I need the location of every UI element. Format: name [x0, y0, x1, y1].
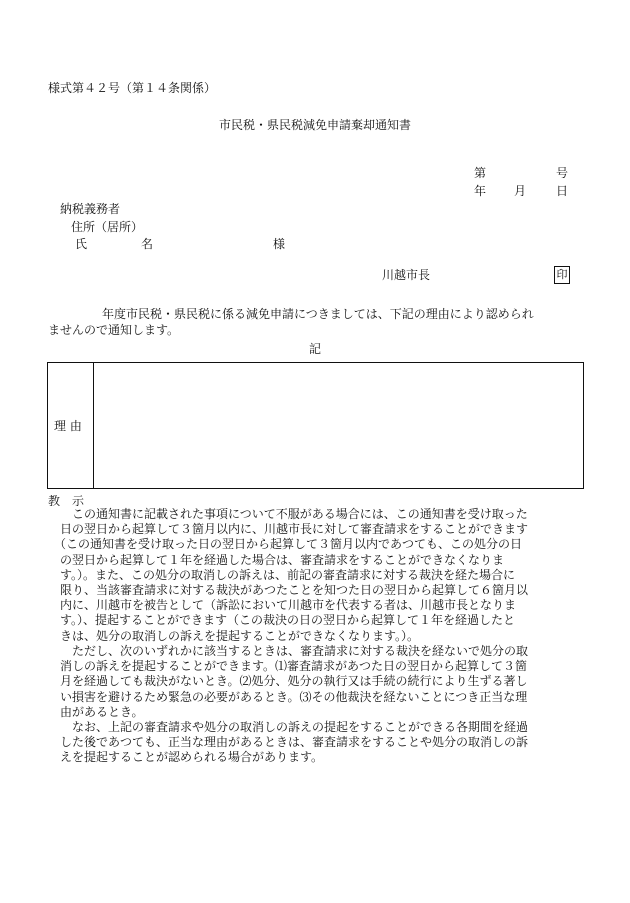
reason-box: [47, 362, 584, 489]
official-seal: 印: [554, 266, 570, 284]
reason-box-divider: [93, 363, 94, 488]
notice-paragraph-2: ただし、次のいずれかに該当するときは、審査請求に対する裁決を経ないで処分の取 消しの訴えを提起することができます。⑴審査請求があつた日の翌日から起算して３箇 月を経過しても裁決がないとき。⑵処分、処分の執行又は手続の続行により生ずる著し い損害を避けるため緊急の必要があるとき。⑶その他裁決を経ないことにつき正当な理 由があるとき。: [60, 644, 529, 719]
ki-heading: 記: [309, 342, 322, 356]
notice-paragraph-3: なお、上記の審査請求や処分の取消しの訴えの提起をすることができる各期間を経過 した後であつても、正当な理由があるときは、審査請求をすることや処分の取消しの訴 えを提起することが認められる場合があります。: [60, 720, 529, 765]
honorific: 様: [273, 237, 286, 251]
reason-label: 理 由: [54, 419, 82, 433]
name-label-1: 氏: [75, 237, 88, 251]
name-label-2: 名: [141, 237, 154, 251]
date-year: 年: [474, 184, 487, 198]
address-label: 住所（居所）: [71, 220, 144, 234]
notice-heading: 教 示: [48, 494, 85, 508]
body-line-1: 年度市民税・県民税に係る減免申請につきましては、下記の理由により認められ: [102, 307, 534, 321]
taxpayer-header: 納税義務者: [60, 202, 121, 216]
form-number: 様式第４２号（第１４条関係）: [48, 81, 217, 95]
body-line-2: ませんので通知します。: [48, 323, 180, 337]
document-title: 市民税・県民税減免申請棄却通知書: [218, 118, 411, 132]
issuer-title: 川越市長: [382, 268, 431, 282]
ref-dai: 第: [474, 166, 487, 180]
notice-paragraph-1: この通知書に記載された事項について不服がある場合には、この通知書を受け取った 日の翌日から起算して３箇月以内に、川越市長に対して審査請求をすることができます （この通知書を受け取った日の翌日から起算して３箇月以内であつても、この処分の日 の翌日から起算して１年を経過した場合は、審査請求をすることができなくなりま す。）。また、この処分の取消しの訴えは、前記の審査請求に対する裁決を経た場合に 限り、当該審査請求に対する裁決があつたことを知つた日の翌日から起算して６箇月以 内に、川越市を被告として（訴訟において川越市を代表する者は、川越市長となりま す。）、提起することができます（この裁決の日の翌日から起算して１年を経過したと きは、処分の取消しの訴えを提起することができなくなります。）。: [60, 507, 529, 643]
date-month: 月: [514, 184, 527, 198]
date-day: 日: [556, 184, 569, 198]
ref-go: 号: [556, 166, 569, 180]
